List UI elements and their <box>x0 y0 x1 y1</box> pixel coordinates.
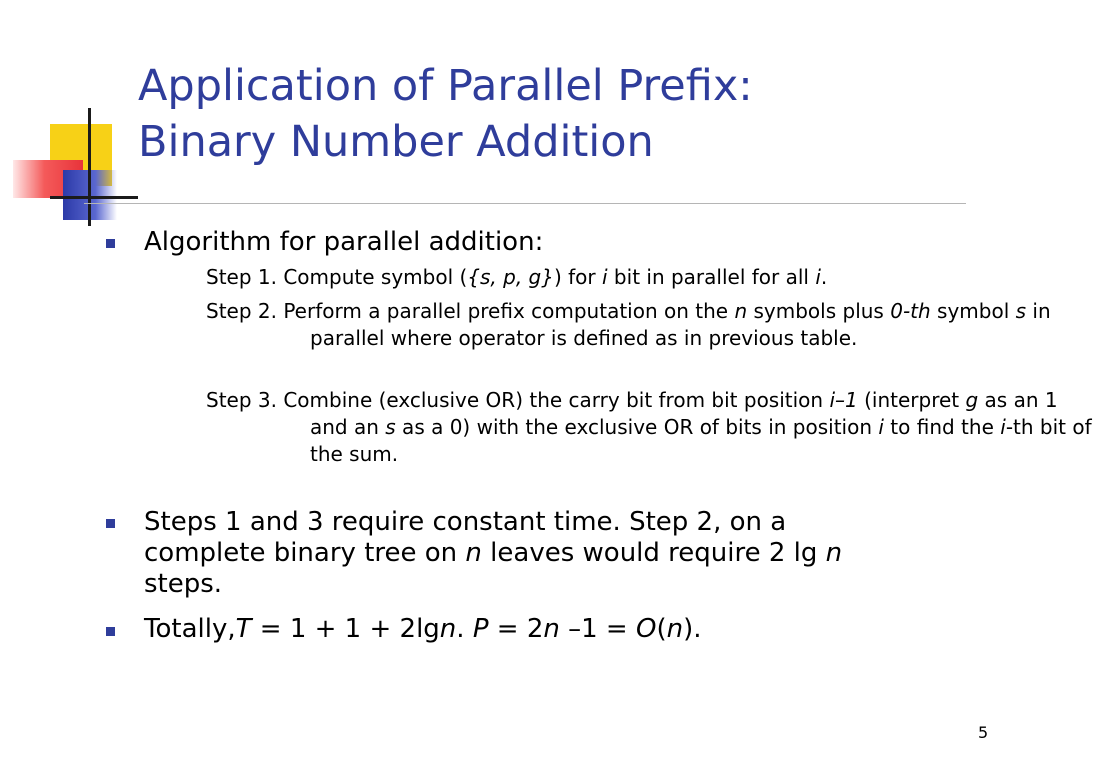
title-line-1: Application of Parallel Prefix: <box>138 61 753 111</box>
bullet-steps-time: Steps 1 and 3 require constant time. Step 2, on a complete binary tree on n leaves would require 2 lg n steps. <box>144 507 843 599</box>
bullet-algorithm: Algorithm for parallel addition: <box>144 227 544 257</box>
bullet-marker <box>106 239 115 248</box>
title-line-2: Binary Number Addition <box>138 117 654 167</box>
logo-horizontal-line <box>50 196 138 199</box>
page-number: 5 <box>978 723 989 742</box>
title-divider <box>84 203 966 204</box>
step-2: Step 2. Perform a parallel prefix computation on the n symbols plus 0-th symbol s in parallel where operator is defined as in previous table. <box>206 299 1051 350</box>
step-3: Step 3. Combine (exclusive OR) the carry bit from bit position i–1 (interpret g as an 1 and an s as a 0) with the exclusive OR of bits in position i to find the i-th bit of the sum. <box>206 388 1092 466</box>
bullet-marker <box>106 519 115 528</box>
bullet-totally: Totally,T = 1 + 1 + 2lgn. P = 2n –1 = O(n). <box>144 614 702 644</box>
slide-title <box>138 58 998 170</box>
step-1: Step 1. Compute symbol ({s, p, g}) for i bit in parallel for all i. <box>206 265 828 289</box>
logo-vertical-line <box>88 108 91 226</box>
bullet-marker <box>106 627 115 636</box>
